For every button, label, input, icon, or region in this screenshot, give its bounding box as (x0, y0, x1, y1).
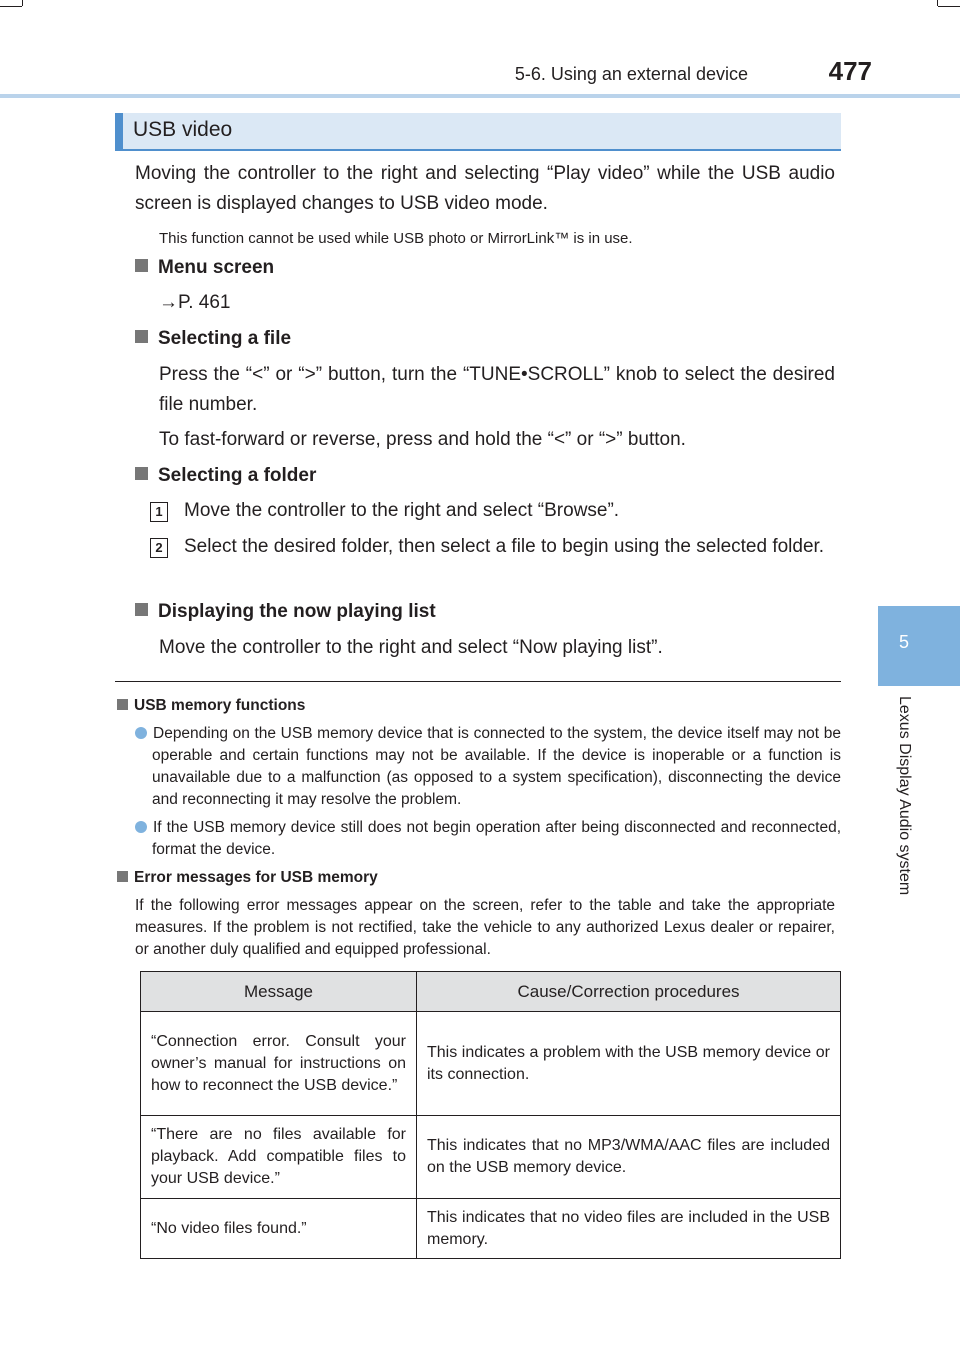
step-number-badge: 2 (150, 538, 168, 558)
chapter-side-label (878, 696, 930, 946)
now-playing-text: Move the controller to the right and select “Now playing list”. (159, 637, 663, 658)
cause-cell: This indicates a problem with the USB memory device or its connection. (417, 1012, 841, 1116)
square-bullet-icon (117, 699, 128, 710)
square-bullet-icon (135, 603, 148, 616)
step-number-badge: 1 (150, 502, 168, 522)
circle-bullet-icon (135, 821, 147, 833)
section-intro: Moving the controller to the right and selecting “Play video” while the USB audio screen is displayed changes to USB video mode. (135, 163, 835, 214)
section-title-bar (115, 113, 841, 151)
chapter-side-label-text: Lexus Display Audio system (896, 696, 913, 896)
chapter-tab-number: 5 (898, 632, 909, 652)
column-header-message: Message (141, 972, 417, 1012)
crop-mark (0, 6, 22, 7)
now-playing-heading: Displaying the now playing list (135, 597, 436, 627)
cause-cell: This indicates that no video files are included in the USB memory. (417, 1199, 841, 1259)
table-row (141, 1012, 841, 1116)
step-text: Move the controller to the right and select “Browse”. (184, 500, 620, 521)
menu-screen-ref[interactable]: →P. 461 (159, 292, 231, 313)
section-divider (115, 681, 841, 682)
error-messages-text: If the following error messages appear on the screen, refer to the table and take the appropriate measures. If the problem is not rectified, take the vehicle to any authorized Lexus dealer or repairer, or another duly qualified and equipped professional. (135, 897, 835, 958)
usb-functions-heading: USB memory functions (117, 695, 305, 717)
message-cell: “No video files found.” (141, 1199, 417, 1259)
menu-screen-heading: Menu screen (135, 253, 274, 283)
header-rule (0, 94, 960, 98)
chapter-tab (878, 606, 960, 686)
message-cell: “There are no files available for playback. Add compatible files to your USB device.” (141, 1116, 417, 1199)
table-row (141, 1116, 841, 1199)
step-text: Select the desired folder, then select a file to begin using the selected folder. (184, 536, 825, 557)
square-bullet-icon (135, 259, 148, 272)
table-header-row (141, 972, 841, 1012)
column-header-cause: Cause/Correction procedures (417, 972, 841, 1012)
crop-mark (938, 6, 960, 7)
crop-mark (22, 0, 23, 6)
selecting-file-text: Press the “<” or “>” button, turn the “TUNE•SCROLL” knob to select the desired file number. (159, 364, 835, 415)
message-cell: “Connection error. Consult your owner’s manual for instructions on how to reconnect the USB device.” (141, 1012, 417, 1116)
selecting-file-heading: Selecting a file (135, 324, 291, 354)
error-messages-table (140, 971, 841, 1259)
chapter-title: 5-6. Using an external device (514, 64, 748, 84)
usb-functions-item: Depending on the USB memory device that is connected to the system, the device itself may not be operable and certain functions may not be available. If the device is inoperable or a function is unavailable due to a malfunction (as opposed to a system specification), disconnecting the device and reconnecting it may resolve the problem. (135, 723, 841, 811)
section-note: This function cannot be used while USB photo or MirrorLink™ is in use. (159, 230, 633, 247)
square-bullet-icon (135, 330, 148, 343)
selecting-file-text-2: To fast-forward or reverse, press and hold the “<” or “>” button. (159, 429, 686, 450)
square-bullet-icon (117, 871, 128, 882)
usb-functions-item: If the USB memory device still does not begin operation after being disconnected and reconnected, format the device. (135, 817, 841, 861)
page-number: 477 (828, 56, 872, 86)
page-header (0, 58, 960, 98)
selecting-folder-heading: Selecting a folder (135, 461, 316, 491)
cause-cell: This indicates that no MP3/WMA/AAC files are included on the USB memory device. (417, 1116, 841, 1199)
section-title: USB video (133, 118, 233, 141)
circle-bullet-icon (135, 727, 147, 739)
table-row (141, 1199, 841, 1259)
error-messages-heading: Error messages for USB memory (117, 867, 378, 889)
square-bullet-icon (135, 467, 148, 480)
